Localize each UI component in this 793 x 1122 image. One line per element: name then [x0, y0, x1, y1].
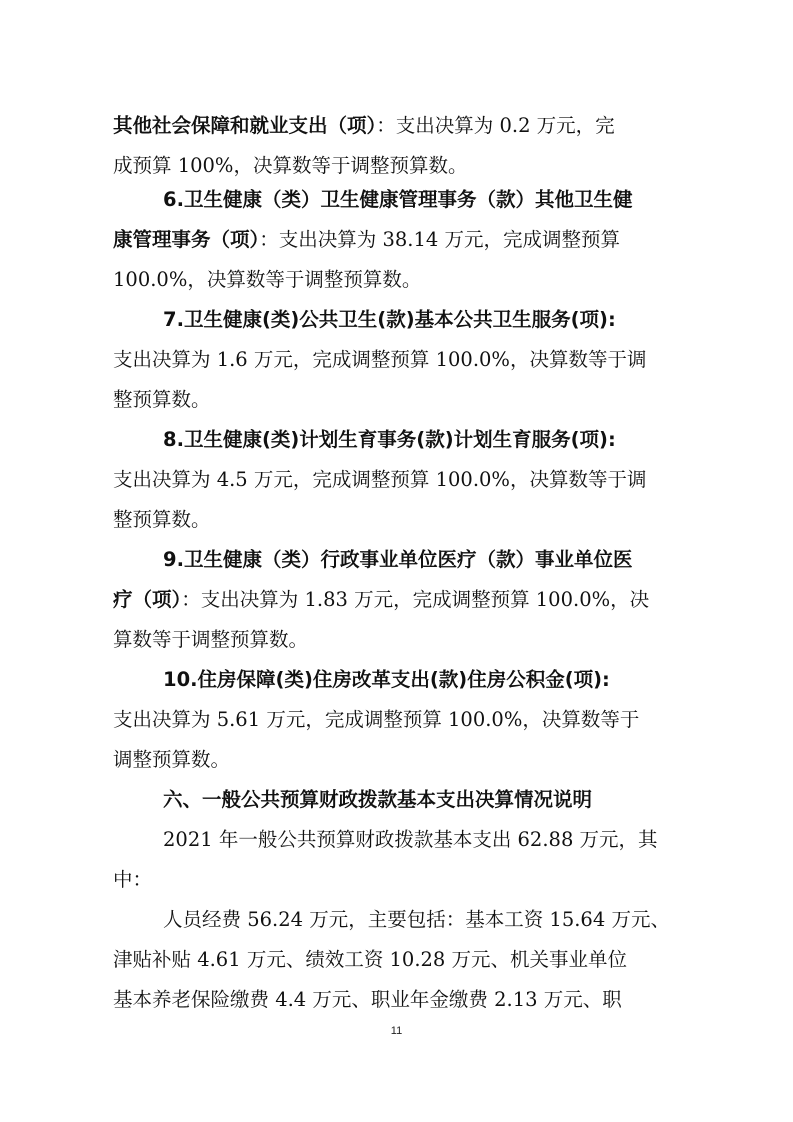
paragraph-personnel-expenses [113, 900, 683, 1020]
paragraph-item-8 [113, 420, 683, 540]
item-title: 6.卫生健康（类）卫生健康管理事务（款）其他卫生健 [163, 188, 633, 211]
item-title: 8.卫生健康(类)计划生育事务(款)计划生育服务(项): [163, 428, 616, 451]
section-title: 六、一般公共预算财政拨款基本支出决算情况说明 [163, 788, 593, 811]
paragraph-item-7 [113, 300, 683, 420]
paragraph-item-9 [113, 540, 683, 660]
item-text: ：支出决算为 38.14 万元，完成调整预算 [259, 228, 620, 251]
text-line: 成预算 100%，决算数等于调整预算数。 [113, 154, 468, 177]
item-title: 7.卫生健康(类)公共卫生(款)基本公共卫生服务(项): [163, 308, 616, 331]
text-line: 整预算数。 [113, 508, 211, 531]
text-line: 人员经费 56.24 万元，主要包括：基本工资 15.64 万元、 [163, 908, 670, 931]
paragraph-item-6 [113, 180, 683, 300]
page-number: 11 [390, 1025, 403, 1037]
paragraph-basic-expenditure [113, 820, 683, 900]
item-text: ：支出决算为 1.83 万元，完成调整预算 100.0%，决 [181, 588, 650, 611]
section-heading [113, 780, 683, 820]
text-line: 支出决算为 5.61 万元，完成调整预算 100.0%，决算数等于 [113, 708, 640, 731]
paragraph-other-social-security [113, 106, 683, 186]
text-line: 100.0%，决算数等于调整预算数。 [113, 268, 422, 291]
text-line [113, 220, 683, 260]
item-title-cont: 康管理事务（项） [113, 228, 260, 251]
text-line: 中： [113, 868, 153, 891]
item-text: ：支出决算为 0.2 万元，完 [376, 114, 615, 137]
text-line: 基本养老保险缴费 4.4 万元、职业年金缴费 2.13 万元、职 [113, 988, 622, 1011]
text-line [113, 106, 683, 146]
item-title: 其他社会保障和就业支出（项） [113, 114, 377, 137]
text-line: 整预算数。 [113, 388, 211, 411]
text-line: 津贴补贴 4.61 万元、绩效工资 10.28 万元、机关事业单位 [113, 948, 628, 971]
text-line: 支出决算为 4.5 万元，完成调整预算 100.0%，决算数等于调 [113, 468, 647, 491]
text-line: 支出决算为 1.6 万元，完成调整预算 100.0%，决算数等于调 [113, 348, 647, 371]
text-line: 调整预算数。 [113, 748, 231, 771]
item-title: 10.住房保障(类)住房改革支出(款)住房公积金(项): [163, 668, 610, 691]
text-line: 2021 年一般公共预算财政拨款基本支出 62.88 万元，其 [163, 828, 658, 851]
text-line: 算数等于调整预算数。 [113, 628, 309, 651]
text-line [113, 580, 683, 620]
item-title: 9.卫生健康（类）行政事业单位医疗（款）事业单位医 [163, 548, 633, 571]
paragraph-item-10 [113, 660, 683, 780]
item-title-cont: 疗（项） [113, 588, 182, 611]
